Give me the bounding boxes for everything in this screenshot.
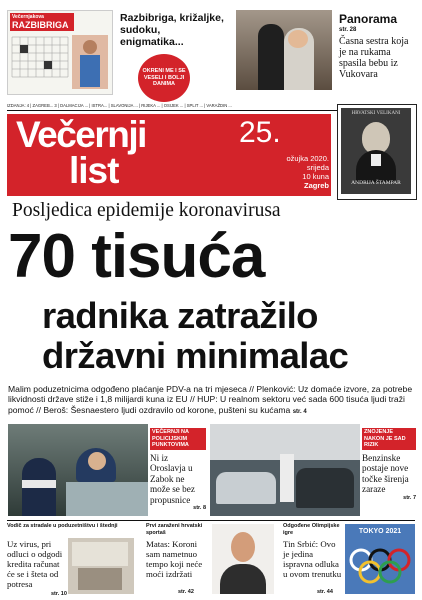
panorama-title[interactable]: Panorama [339,12,398,26]
masthead [7,114,331,196]
strip-item-olympics-page: str. 44 [317,589,333,595]
panorama-teaser-photo[interactable] [236,10,332,90]
edition-strip: IZDANJA: 4 | ZAGREB... 3 | DALMACIJA ... | ISTRA... | SLAVONIJA ... | RIJEKA ... | OSIJEK ... | SPLIT ... | VARAŽDIN ... [7,103,232,108]
kicker: Posljedica epidemije koronavirusa [12,200,281,221]
strip-item-loans-text: Uz virus, pri odluci o odgodi kredita računat će se i šteta od potresa [7,539,63,589]
puzzle-promo-badge [138,54,190,102]
puzzle-badge: Večernjakova RAZBIBRIGA [10,13,74,31]
crossword-grid-graphic [8,33,112,93]
police-story-page: str. 8 [193,505,206,512]
puzzle-promo-text: OKRENI ME I SE VESELI I BOLJI DANIMA [142,68,186,88]
police-story[interactable] [150,428,206,511]
strip-item-loans[interactable] [7,523,139,597]
issue-day: 25. [239,116,281,149]
police-checkpoint-photo[interactable] [8,424,148,516]
issue-price: 10 kuna [302,172,329,181]
strip-item-olympics[interactable] [283,523,343,595]
issue-city: Zagreb [303,181,329,190]
strip-item-matas-label: Prvi zaraženi hrvatski sportaš [146,523,203,536]
strip-item-loans-page: str. 10 [51,591,67,597]
olympic-rings-icon [345,542,415,592]
puzzle-teaser-title[interactable]: Razbibriga, križaljke, sudoku, enigmatika... [120,12,224,48]
issue-date: ožujka 2020. [286,154,329,163]
headline-line1[interactable]: 70 tisuća [8,222,265,291]
strip-item-olympics-text: Tin Srbić: Ovo je jedina ispravna odluka u ovom trenutku [283,539,342,579]
deck-page: str. 4 [292,408,307,415]
bottom-strip-rule [7,520,415,521]
gas-story-page: str. 7 [403,494,416,501]
logo-line2[interactable]: list [69,150,119,191]
issue-date-block [275,154,329,190]
headline-line2[interactable]: radnika zatražilo [42,295,318,336]
gas-story-text: Benzinske postaje nove točke širenja zaraze [362,452,409,495]
tokyo-badge: TOKYO 2021 [358,528,402,535]
matas-portrait-photo[interactable] [212,524,274,594]
gas-station-photo[interactable] [210,424,360,516]
puzzle-teaser-image[interactable] [7,10,113,95]
police-story-text: Ni iz Oroslavja u Zabok ne može se bez propusnice [150,452,195,505]
stamp-bottom-label: ANDRIJA ŠTAMPAR [351,180,401,186]
issue-weekday: srijeda [306,163,329,172]
headline-line3[interactable]: državni minimalac [42,335,349,376]
gas-story-label: ZNOJENJE NAKON JE SAD RIZIK [362,428,416,450]
gas-story[interactable] [362,428,416,501]
strip-item-olympics-label: Odgođene Olimpijske igre [283,523,340,536]
stamp-top-label: HRVATSKI VELIKANI [351,111,401,116]
logo-line1[interactable]: Večernji [16,114,146,155]
panorama-page: str. 28 [339,27,357,33]
strip-item-loans-label: Vodič za stradale u poduzetništvu i štednji [7,523,118,529]
stamp-portrait[interactable] [337,104,417,200]
tokyo-photo[interactable] [345,524,415,594]
police-story-label: VEČERNJI NA POLICIJSKIM PUNKTOVIMA [150,428,206,450]
deck-text[interactable] [8,384,414,417]
deck-body: Malim poduzetnicima odgođeno plaćanje PDV-a na tri mjeseca // Plenković: Uz domaće izvore, za potrebe likvidnosti države stiže i 1,8 milijardi kuna iz EU // HUP: U realnom sektoru već sada 600 tisuća ljudi traži pomoć // Beroš: Šesnaestero ljudi ozdravilo od korone, pušteni su kućama [8,384,413,415]
strip-item-matas-page: str. 42 [178,589,194,595]
strip-item-matas-text: Matas: Koroni sam nametnuo tempo koji neće moći izdržati [146,539,203,579]
panorama-text[interactable]: Časna sestra koja je na rukama spasila bebu iz Vukovara [339,36,409,80]
loans-room-photo[interactable] [68,538,134,594]
